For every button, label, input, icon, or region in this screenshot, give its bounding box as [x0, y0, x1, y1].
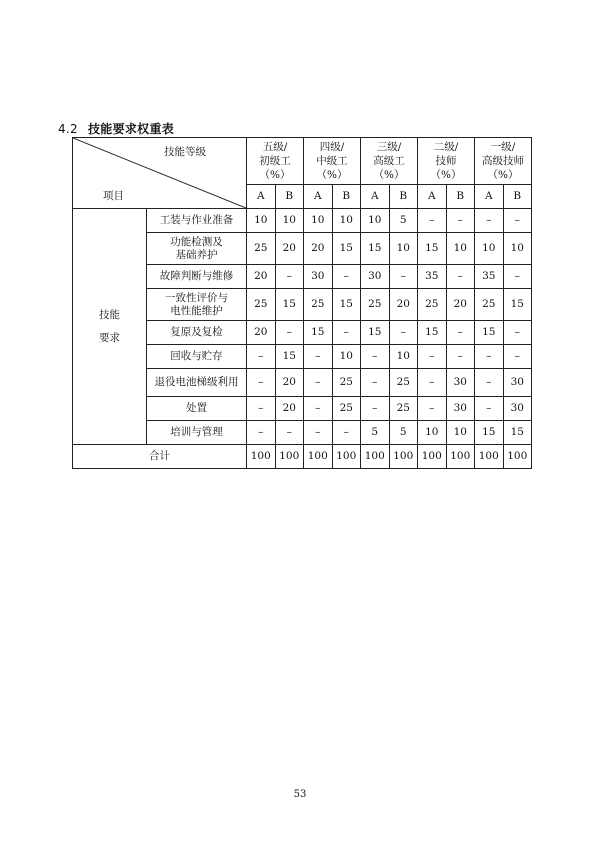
item-label-cell [147, 289, 247, 321]
value-cell: 25 [361, 289, 390, 321]
total-value-cell: 100 [304, 445, 333, 469]
level-header-line3: （%） [316, 169, 348, 181]
level-header-line2: 初级工 [259, 155, 291, 167]
value-cell: 5 [361, 421, 390, 445]
value-cell: – [418, 369, 447, 397]
value-cell: – [475, 369, 504, 397]
level-header-line1: 三级/ [376, 141, 402, 153]
value-cell: 35 [418, 265, 447, 289]
value-cell: 20 [275, 233, 304, 265]
value-cell: 20 [389, 289, 418, 321]
value-cell: 25 [304, 289, 333, 321]
value-cell: 15 [332, 289, 361, 321]
value-cell: – [418, 209, 447, 233]
level-header-line2: 高级工 [373, 155, 405, 167]
value-cell: 20 [304, 233, 333, 265]
level-header-line2: 中级工 [316, 155, 348, 167]
value-cell: 5 [389, 421, 418, 445]
value-cell: 15 [304, 321, 333, 345]
value-cell: – [332, 321, 361, 345]
subcol-a-header: A [361, 185, 390, 209]
section-number: 4.2 [58, 122, 78, 136]
total-label-cell: 合计 [73, 445, 247, 469]
level-header-cell [475, 138, 532, 185]
value-cell: 30 [446, 397, 475, 421]
value-cell: – [503, 345, 532, 369]
value-cell: 10 [503, 233, 532, 265]
value-cell: 20 [275, 369, 304, 397]
level-header-cell [361, 138, 418, 185]
subcol-b-header: B [275, 185, 304, 209]
level-header-cell [247, 138, 304, 185]
value-cell: 15 [418, 233, 447, 265]
total-value-cell: 100 [247, 445, 276, 469]
level-header-line1: 二级/ [433, 141, 459, 153]
level-header-line1: 四级/ [319, 141, 345, 153]
value-cell: 25 [332, 397, 361, 421]
item-label-line1: 回收与贮存 [170, 350, 223, 362]
value-cell: 10 [332, 345, 361, 369]
item-label-line1: 故障判断与维修 [159, 270, 234, 282]
corner-header-skill-level: 技能等级 [164, 146, 206, 158]
table-row [73, 209, 532, 233]
corner-header-item: 项目 [103, 190, 124, 202]
total-value-cell: 100 [332, 445, 361, 469]
level-header-line2: 高级技师 [482, 155, 525, 167]
level-header-line3: （%） [373, 169, 405, 181]
value-cell: – [446, 209, 475, 233]
value-cell: – [503, 321, 532, 345]
total-value-cell: 100 [418, 445, 447, 469]
value-cell: 15 [361, 233, 390, 265]
level-header-cell [418, 138, 475, 185]
value-cell: 20 [247, 265, 276, 289]
item-label-line1: 处置 [186, 402, 207, 414]
item-label-cell [147, 209, 247, 233]
item-label-line1: 一致性评价与 [165, 291, 228, 304]
item-label-cell [147, 321, 247, 345]
value-cell: – [418, 345, 447, 369]
value-cell: – [361, 369, 390, 397]
value-cell: 25 [389, 397, 418, 421]
value-cell: – [247, 421, 276, 445]
value-cell: – [475, 209, 504, 233]
item-label-cell [147, 233, 247, 265]
subcol-b-header: B [503, 185, 532, 209]
value-cell: 20 [247, 321, 276, 345]
value-cell: 25 [418, 289, 447, 321]
subcol-b-header: B [332, 185, 361, 209]
value-cell: – [446, 265, 475, 289]
value-cell: 25 [332, 369, 361, 397]
value-cell: 30 [361, 265, 390, 289]
value-cell: – [389, 265, 418, 289]
value-cell: – [503, 265, 532, 289]
item-label-line1: 培训与管理 [170, 426, 223, 438]
value-cell: – [247, 345, 276, 369]
value-cell: 10 [275, 209, 304, 233]
value-cell: – [361, 397, 390, 421]
value-cell: 10 [446, 421, 475, 445]
item-label-cell [147, 421, 247, 445]
value-cell: 25 [247, 233, 276, 265]
diagonal-line [73, 138, 246, 208]
header-row-levels [73, 138, 532, 185]
page-number: 53 [293, 789, 307, 800]
item-label-line1: 退役电池梯级利用 [154, 376, 239, 388]
level-header-cell [304, 138, 361, 185]
value-cell: 15 [475, 421, 504, 445]
value-cell: 15 [503, 421, 532, 445]
level-header-line3: （%） [430, 169, 462, 181]
value-cell: – [503, 209, 532, 233]
value-cell: – [275, 321, 304, 345]
value-cell: 20 [446, 289, 475, 321]
total-value-cell: 100 [275, 445, 304, 469]
total-value-cell: 100 [446, 445, 475, 469]
value-cell: 15 [418, 321, 447, 345]
row-group-label-line1: 技能 [99, 308, 120, 321]
value-cell: 25 [389, 369, 418, 397]
subcol-a-header: A [475, 185, 504, 209]
value-cell: – [247, 397, 276, 421]
value-cell: – [446, 321, 475, 345]
value-cell: 30 [304, 265, 333, 289]
level-header-line3: （%） [487, 169, 519, 181]
value-cell: 25 [247, 289, 276, 321]
item-label-line2: 基础养护 [175, 248, 218, 261]
item-label-line1: 工装与作业准备 [159, 214, 234, 226]
value-cell: – [247, 369, 276, 397]
value-cell: – [361, 345, 390, 369]
value-cell: 10 [332, 209, 361, 233]
value-cell: – [304, 397, 333, 421]
total-row [73, 445, 532, 469]
item-label-line1: 复原及复检 [170, 326, 223, 338]
value-cell: 30 [503, 397, 532, 421]
value-cell: 10 [389, 345, 418, 369]
value-cell: – [304, 369, 333, 397]
value-cell: – [475, 345, 504, 369]
level-header-line2: 技师 [435, 155, 457, 167]
value-cell: – [275, 421, 304, 445]
value-cell: – [475, 397, 504, 421]
value-cell: 15 [275, 289, 304, 321]
item-label-cell [147, 345, 247, 369]
total-value-cell: 100 [361, 445, 390, 469]
skill-weight-table [72, 137, 532, 469]
value-cell: – [418, 397, 447, 421]
item-label-line1: 功能检测及 [170, 235, 223, 248]
section-title: 技能要求权重表 [87, 122, 175, 136]
subcol-a-header: A [418, 185, 447, 209]
value-cell: 5 [389, 209, 418, 233]
level-header-line1: 五级/ [262, 141, 288, 153]
value-cell: 10 [418, 421, 447, 445]
value-cell: 15 [361, 321, 390, 345]
value-cell: 15 [503, 289, 532, 321]
value-cell: 15 [475, 321, 504, 345]
value-cell: 25 [475, 289, 504, 321]
value-cell: 30 [446, 369, 475, 397]
total-value-cell: 100 [475, 445, 504, 469]
value-cell: 20 [275, 397, 304, 421]
value-cell: – [446, 345, 475, 369]
level-header-line1: 一级/ [490, 141, 516, 153]
subcol-a-header: A [247, 185, 276, 209]
total-value-cell: 100 [503, 445, 532, 469]
item-label-cell [147, 397, 247, 421]
level-header-line3: （%） [259, 169, 291, 181]
value-cell: 10 [247, 209, 276, 233]
value-cell: – [332, 421, 361, 445]
value-cell: – [275, 265, 304, 289]
value-cell: 10 [361, 209, 390, 233]
section-heading [58, 120, 174, 137]
value-cell: 15 [275, 345, 304, 369]
value-cell: 35 [475, 265, 504, 289]
value-cell: 10 [389, 233, 418, 265]
row-group-label-line2: 要求 [99, 331, 120, 344]
value-cell: 10 [446, 233, 475, 265]
value-cell: 30 [503, 369, 532, 397]
value-cell: – [389, 321, 418, 345]
row-group-skill-requirements [73, 209, 147, 445]
value-cell: – [304, 345, 333, 369]
item-label-line2: 电性能维护 [170, 304, 223, 317]
value-cell: 10 [475, 233, 504, 265]
corner-header-cell [73, 138, 247, 209]
value-cell: – [332, 265, 361, 289]
item-label-cell [147, 369, 247, 397]
subcol-a-header: A [304, 185, 333, 209]
value-cell: 10 [304, 209, 333, 233]
value-cell: 15 [332, 233, 361, 265]
total-value-cell: 100 [389, 445, 418, 469]
row-group-spacer [73, 322, 146, 332]
value-cell: – [304, 421, 333, 445]
subcol-b-header: B [389, 185, 418, 209]
item-label-cell [147, 265, 247, 289]
subcol-b-header: B [446, 185, 475, 209]
